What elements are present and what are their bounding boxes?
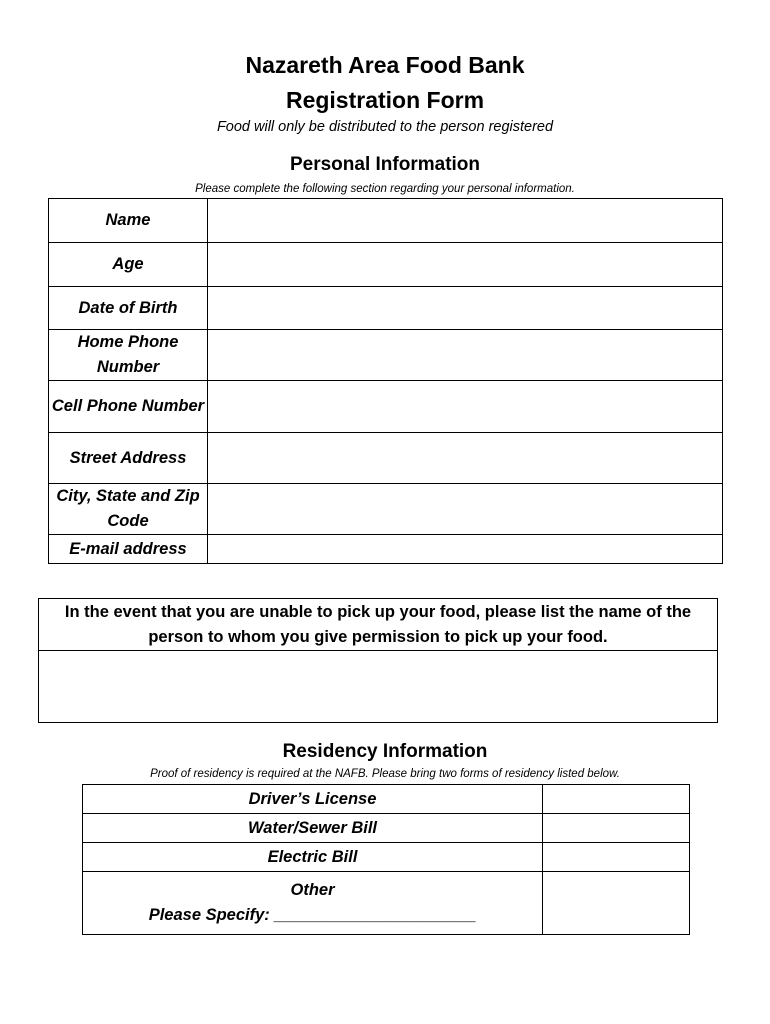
residency-row-drivers-license: [83, 785, 690, 814]
age-input[interactable]: [208, 243, 723, 287]
email-input[interactable]: [208, 535, 723, 564]
street-address-input[interactable]: [208, 433, 723, 484]
form-title-line2: Registration Form: [285, 87, 485, 113]
please-specify-field[interactable]: Please Specify: ______________________: [148, 906, 477, 924]
field-row-email: [49, 535, 723, 564]
other-check[interactable]: [543, 872, 690, 935]
residency-row-other: [83, 872, 690, 935]
dob-label: Date of Birth: [49, 287, 208, 330]
residency-row-water-sewer: [83, 814, 690, 843]
cell-phone-input[interactable]: [208, 381, 723, 433]
email-label: E-mail address: [49, 535, 208, 564]
residency-info-heading: Residency Information: [282, 741, 488, 762]
field-row-street: [49, 433, 723, 484]
name-input[interactable]: [208, 199, 723, 243]
personal-info-heading: Personal Information: [289, 154, 481, 175]
pickup-permission-question: In the event that you are unable to pick up your food, please list the name of the person to whom you give permission to pick up your food.: [39, 599, 718, 651]
field-row-city-state-zip: [49, 484, 723, 535]
residency-info-note: Proof of residency is required at the NAFB. Please bring two forms of residency listed below.: [150, 768, 620, 780]
city-state-zip-label: City, State and Zip Code: [49, 484, 208, 535]
pickup-permission-table: [38, 598, 718, 723]
drivers-license-label: Driver’s License: [83, 785, 543, 814]
electric-bill-check[interactable]: [543, 843, 690, 872]
water-sewer-bill-label: Water/Sewer Bill: [83, 814, 543, 843]
personal-info-note: Please complete the following section regarding your personal information.: [195, 183, 575, 195]
other-label: Other: [290, 881, 335, 899]
electric-bill-label: Electric Bill: [83, 843, 543, 872]
residency-table: [82, 784, 690, 935]
field-row-cell-phone: [49, 381, 723, 433]
home-phone-label: Home Phone Number: [49, 330, 208, 381]
age-label: Age: [49, 243, 208, 287]
cell-phone-label: Cell Phone Number: [49, 381, 208, 433]
drivers-license-check[interactable]: [543, 785, 690, 814]
field-row-dob: [49, 287, 723, 330]
home-phone-input[interactable]: [208, 330, 723, 381]
personal-info-table: [48, 198, 723, 564]
field-row-home-phone: [49, 330, 723, 381]
residency-row-electric: [83, 843, 690, 872]
water-sewer-bill-check[interactable]: [543, 814, 690, 843]
field-row-name: [49, 199, 723, 243]
field-row-age: [49, 243, 723, 287]
form-subtitle: Food will only be distributed to the person registered: [216, 119, 554, 135]
street-address-label: Street Address: [49, 433, 208, 484]
other-cell: [83, 872, 543, 935]
form-title-line1: Nazareth Area Food Bank: [245, 52, 525, 78]
dob-input[interactable]: [208, 287, 723, 330]
city-state-zip-input[interactable]: [208, 484, 723, 535]
name-label: Name: [49, 199, 208, 243]
pickup-permission-input[interactable]: [39, 651, 718, 723]
